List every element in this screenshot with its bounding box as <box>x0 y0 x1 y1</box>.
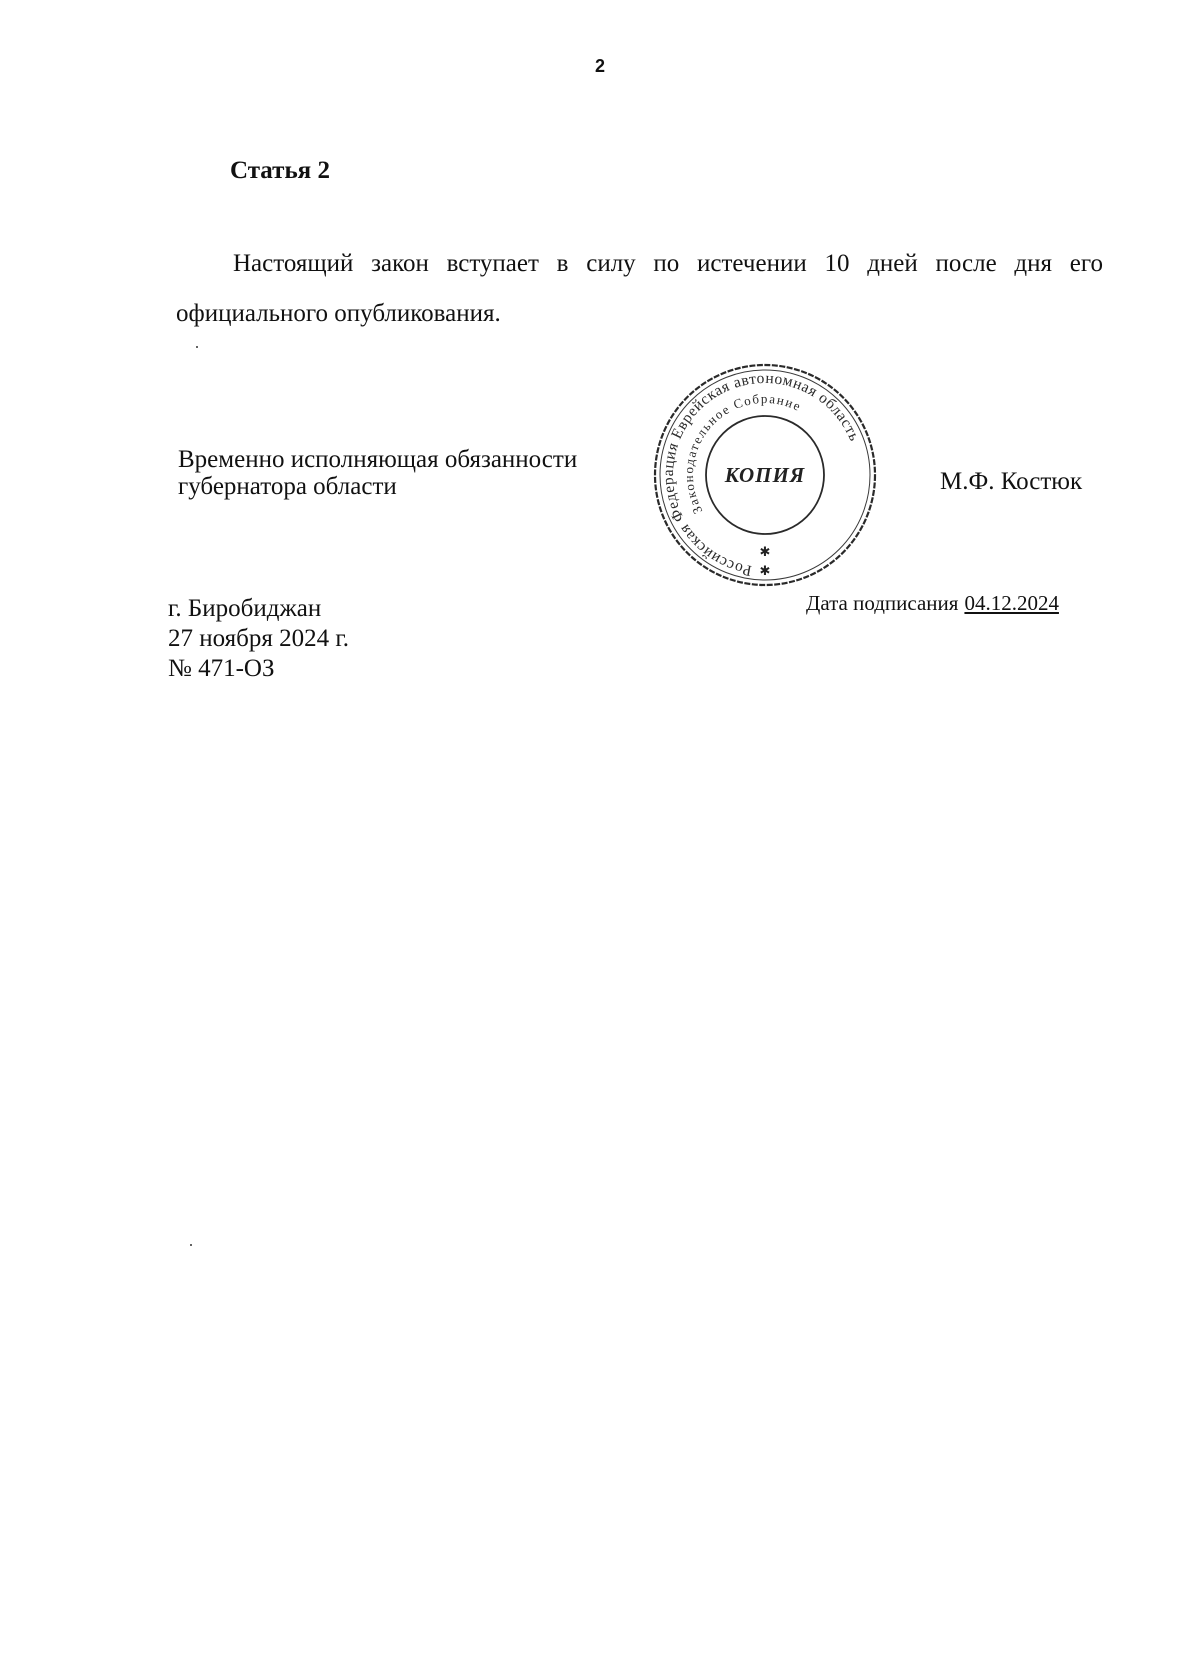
issue-details <box>168 594 349 684</box>
signatory-position <box>178 446 577 500</box>
scan-speck <box>190 1244 192 1246</box>
signer-name: М.Ф. Костюк <box>940 468 1083 495</box>
article-text-line-1: Настоящий закон вступает в силу по истечении 10 дней после дня его <box>233 250 1103 277</box>
seal-star-icon: ✱ <box>759 545 771 560</box>
issue-date: 27 ноября 2024 г. <box>168 625 350 652</box>
signing-date-value: 04.12.2024 <box>964 591 1059 615</box>
article-heading: Статья 2 <box>230 157 330 184</box>
seal-center-text: КОПИЯ <box>724 463 806 487</box>
seal-star-icon: ✱ <box>759 564 771 579</box>
signing-date-label: Дата подписания <box>806 591 959 615</box>
official-seal <box>651 361 879 589</box>
seal-outer-text: Российская Федерация Еврейская автономная область <box>659 369 864 579</box>
issue-place: г. Биробиджан <box>168 595 322 622</box>
signing-date <box>806 591 1059 616</box>
seal-inner-text: Законодательное Собрание <box>680 390 805 517</box>
scan-speck <box>196 346 198 348</box>
page-number: 2 <box>594 56 605 76</box>
signatory-position-line-1: Временно исполняющая обязанности <box>178 446 578 473</box>
signatory-position-line-2: губернатора области <box>178 473 397 500</box>
seal-graphic <box>651 361 879 589</box>
article-text-line-2: официального опубликования. <box>176 300 501 327</box>
law-number: № 471-ОЗ <box>168 655 275 682</box>
